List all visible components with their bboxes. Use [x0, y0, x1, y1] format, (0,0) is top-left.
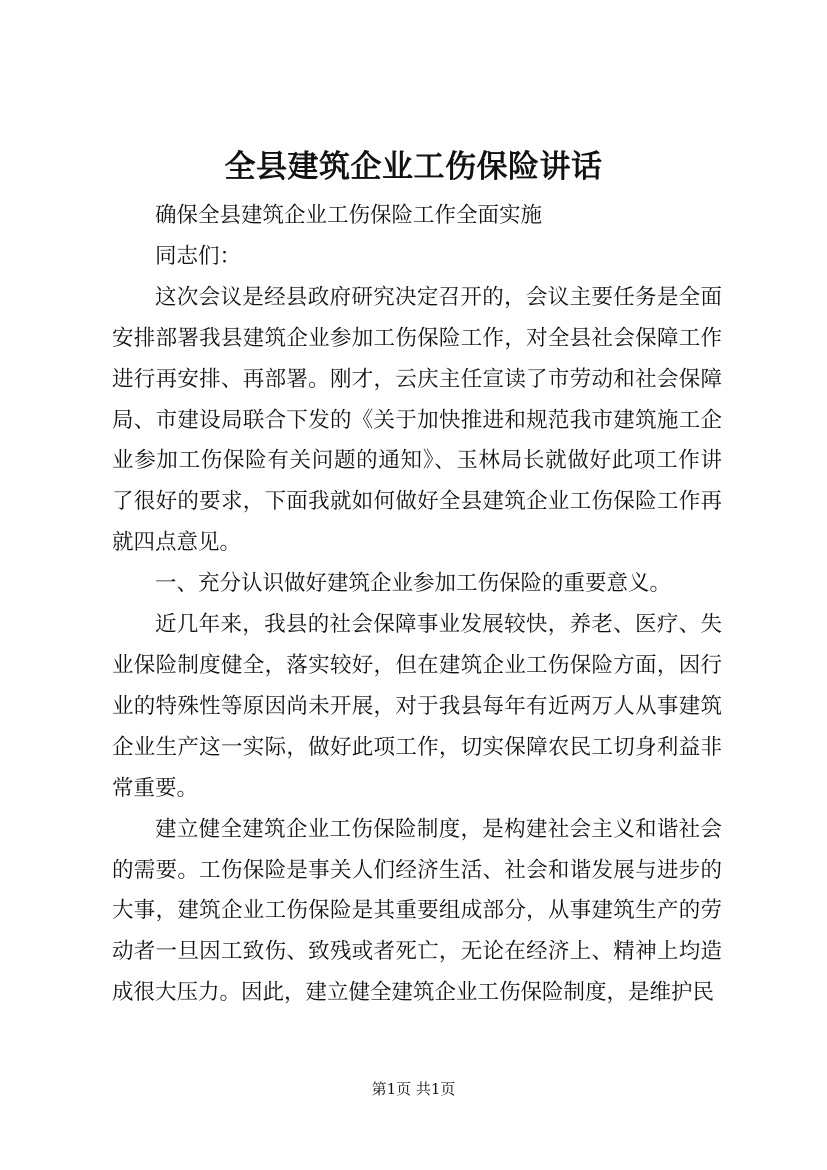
paragraph-subtitle: 确保全县建筑企业工伤保险工作全面实施 — [155, 203, 543, 228]
paragraph: 近几年来，我县的社会保障事业发展较快，养老、医疗、失业保险制度健全，落实较好，但在建筑企业工伤保险方面，因行业的特殊性等原因尚未开展，对于我县每年有近两万人从事建筑企业生产这一实际，做好此项工作，切实保障农民工切身利益非常重要。 — [112, 612, 722, 801]
paragraph-salutation: 同志们： — [155, 243, 242, 269]
paragraph-section-heading: 一、充分认识做好建筑企业参加工伤保险的重要意义。 — [155, 571, 672, 597]
paragraph: 这次会议是经县政府研究决定召开的，会议主要任务是全面安排部署我县建筑企业参加工伤保险工作，对全县社会保障工作进行再安排、再部署。刚才，云庆主任宣读了市劳动和社会保障局、市建设局联合下发的《关于加快推进和规范我市建筑施工企业参加工伤保险有关问题的通知》、玉林局长就做好此项工作讲了很好的要求，下面我就如何做好全县建筑企业工伤保险工作再就四点意见。 — [112, 284, 722, 556]
document-body — [112, 196, 722, 1014]
document-title: 全县建筑企业工伤保险讲话 — [224, 149, 603, 185]
paragraph: 建立健全建筑企业工伤保险制度，是构建社会主义和谐社会的需要。工伤保险是事关人们经济生活、社会和谐发展与进步的大事，建筑企业工伤保险是其重要组成部分，从事建筑生产的劳动者一旦因工致伤、致残或者死亡，无论在经济上、精神上均造成很大压力。因此，建立健全建筑企业工伤保险制度，是维护民 — [112, 816, 722, 1006]
page-footer: 第1页 共1页 — [371, 1080, 456, 1098]
